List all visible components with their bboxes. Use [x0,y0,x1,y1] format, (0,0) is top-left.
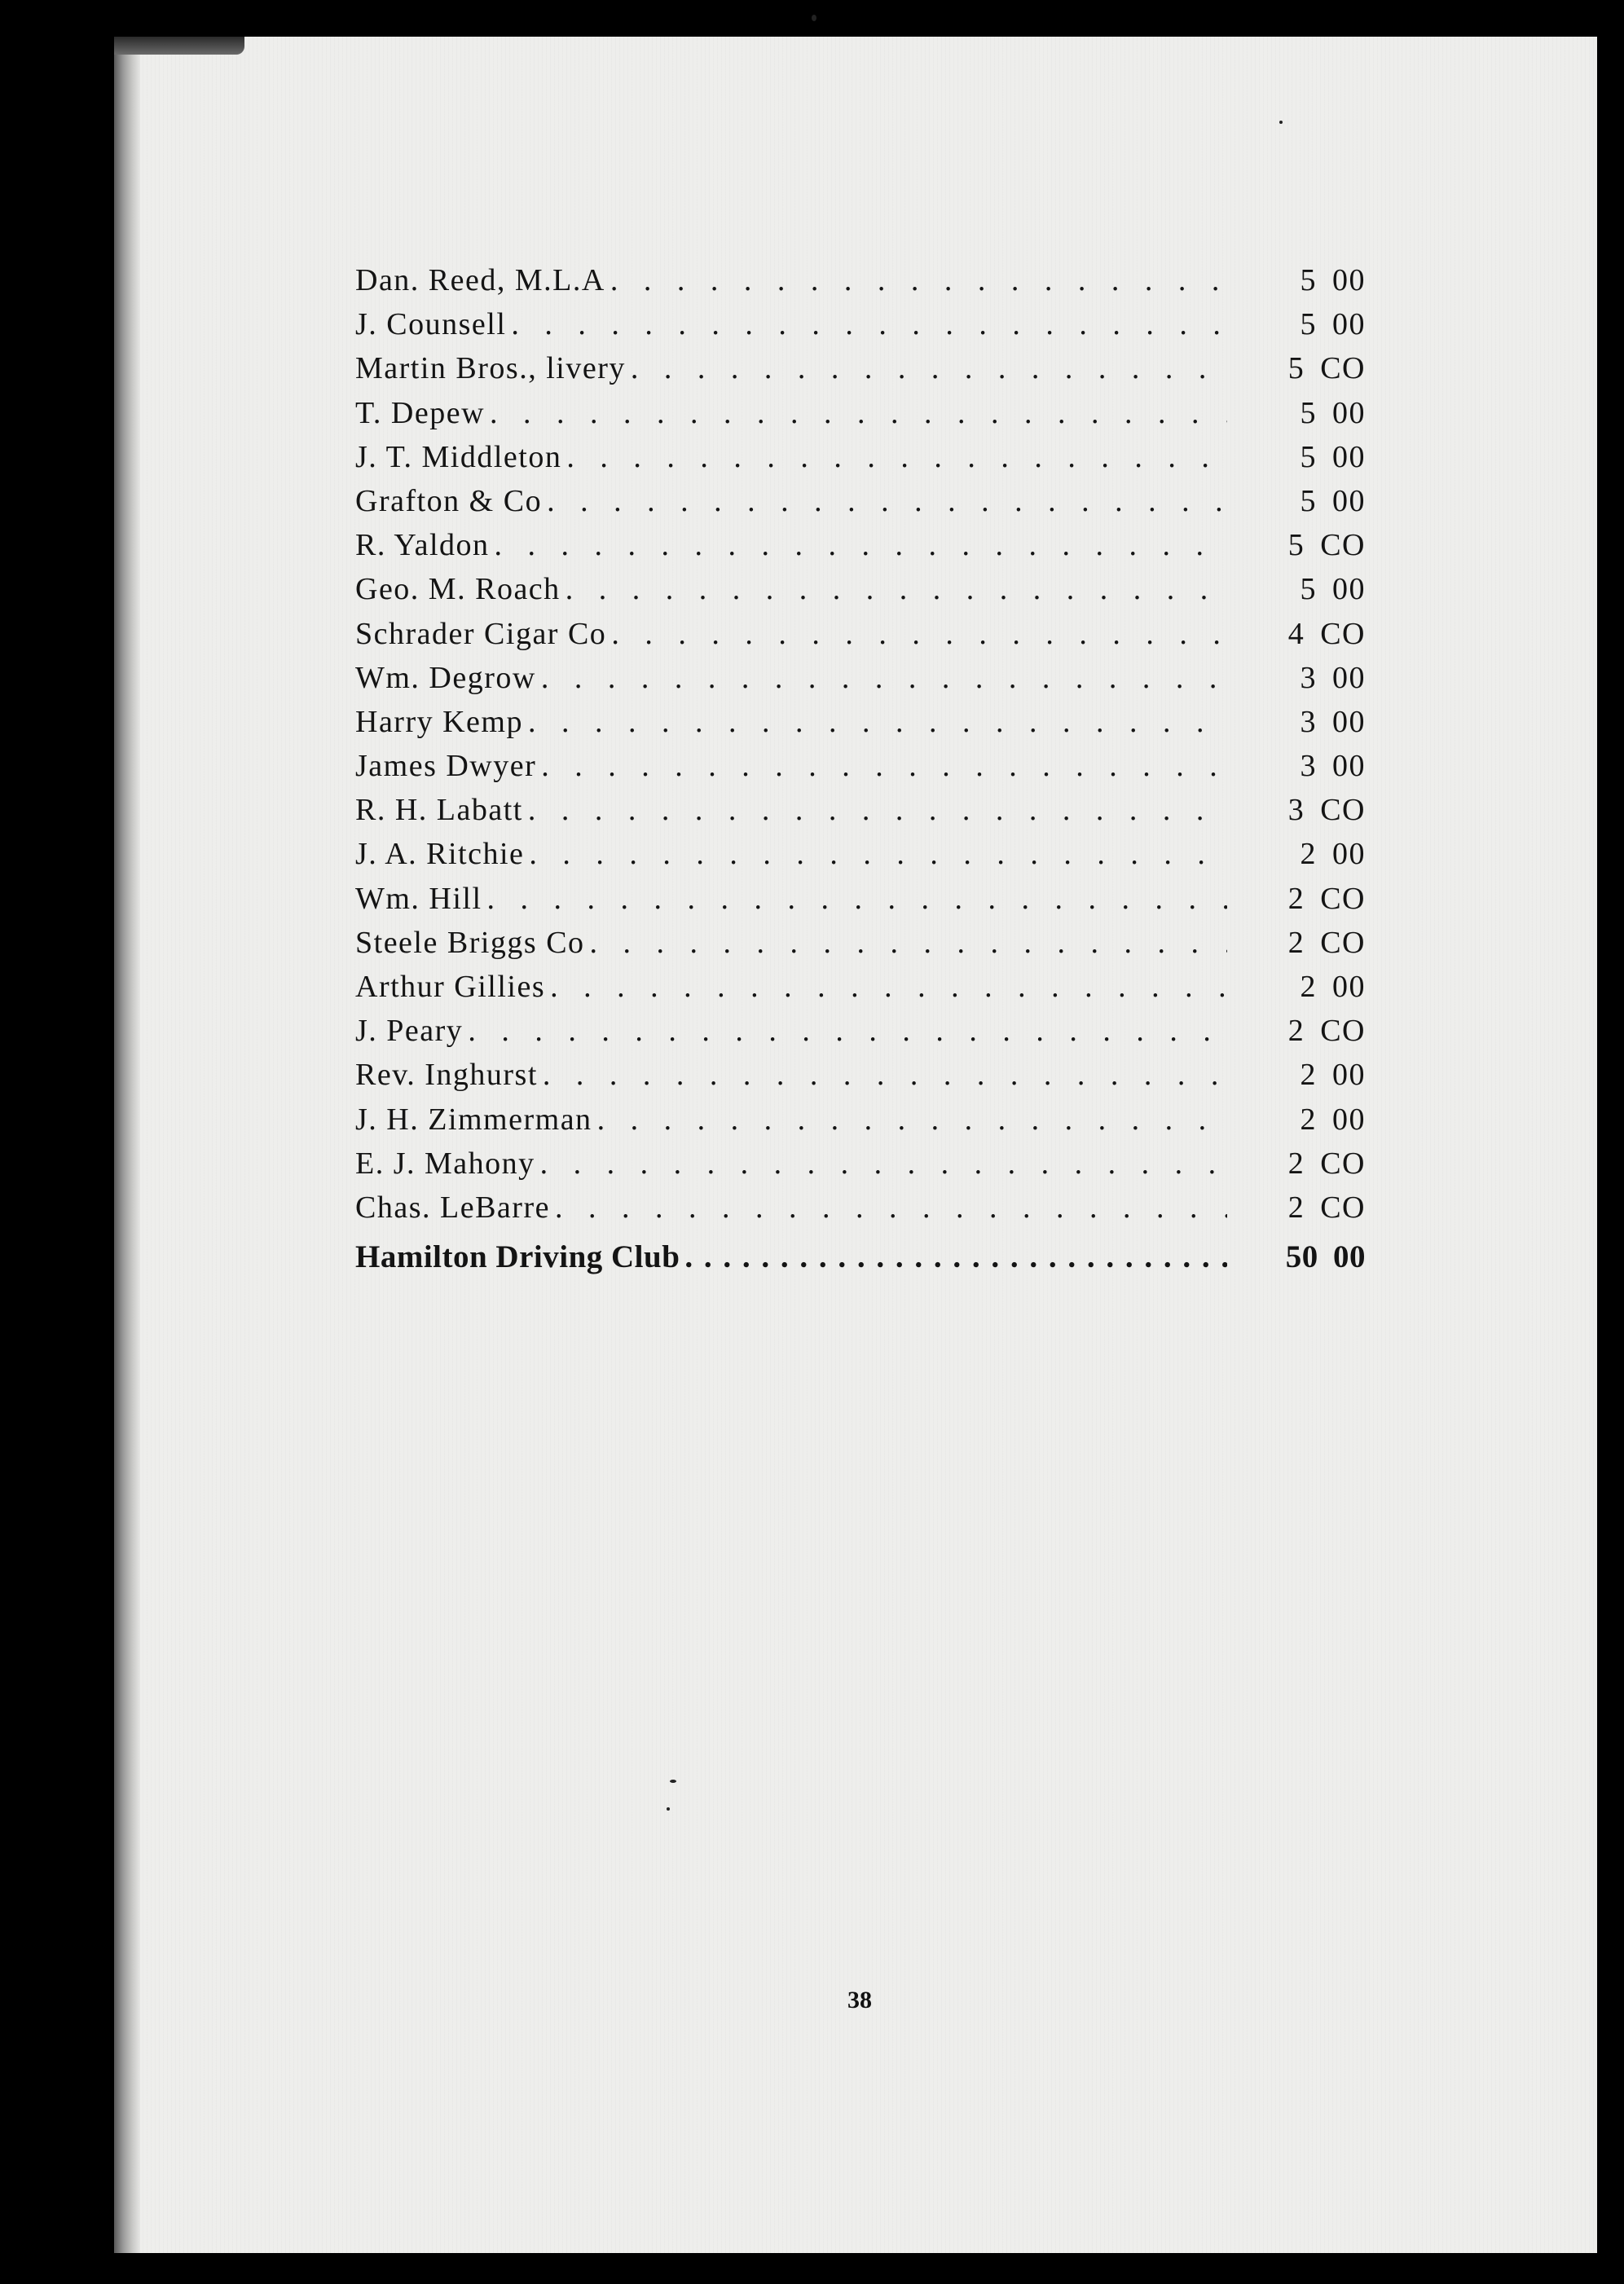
entry-amount: 2 CO [1287,1190,1366,1225]
entry-name: J. H. Zimmerman [355,1102,592,1137]
entry-name: Arthur Gillies [355,970,546,1004]
entry-name: Wm. Hill [355,881,482,916]
entry-name: Martin Bros., livery [355,351,626,386]
entry-amount: 3 CO [1287,793,1366,828]
page-number: 38 [847,1987,872,2013]
entry-amount: 50 00 [1285,1239,1366,1275]
entry-name: Dan. Reed, M.L.A [355,263,605,297]
entry-amount: 5 CO [1287,351,1366,386]
list-item [355,748,1366,792]
dot-leader [680,1239,1227,1275]
dot-leader [605,262,1227,298]
list-item [355,1057,1366,1101]
binding-edge [114,37,244,55]
dot-leader [542,483,1227,519]
dot-leader [561,439,1227,475]
entry-name: Grafton & Co [355,483,543,518]
dot-leader [536,660,1227,696]
entry-amount: 5 00 [1300,483,1366,518]
list-item [355,262,1366,306]
entry-amount: 2 00 [1300,970,1366,1004]
dot-leader [535,1146,1227,1182]
entry-name: T. Depew [355,395,486,430]
entry-amount: 5 00 [1300,395,1366,430]
entry-name: James Dwyer [355,749,537,784]
list-item [355,1146,1366,1190]
dot-leader [524,836,1227,872]
entry-amount: 5 00 [1300,263,1366,297]
entry-name: J. Counsell [355,307,507,342]
list-item [355,1013,1366,1057]
entry-name: Chas. LeBarre [355,1190,550,1225]
dust-speck [670,1780,676,1783]
entry-amount: 3 00 [1300,704,1366,739]
dot-leader [561,571,1227,607]
entry-name: Wm. Degrow [355,660,536,695]
list-item [355,350,1366,394]
dot-leader [585,925,1227,961]
total-entry [355,1239,1366,1283]
entry-amount: 3 00 [1300,749,1366,784]
dot-leader [626,350,1227,386]
list-item [355,395,1366,439]
entry-name: Harry Kemp [355,704,523,739]
list-item [355,881,1366,925]
entry-amount: 2 00 [1300,837,1366,872]
entry-name: J. Peary [355,1014,464,1049]
entry-name: R. H. Labatt [355,793,523,828]
list-item [355,306,1366,350]
dot-leader [592,1102,1227,1138]
entry-name: Schrader Cigar Co [355,616,607,651]
entry-amount: 2 CO [1287,1146,1366,1181]
dot-leader [536,748,1227,784]
entry-name: Rev. Inghurst [355,1058,538,1093]
entry-amount: 2 CO [1287,1014,1366,1049]
list-item [355,571,1366,615]
dot-leader [523,792,1227,828]
dot-leader [482,881,1227,917]
dot-leader [463,1013,1227,1049]
dust-speck [667,1807,670,1811]
entry-amount: 5 00 [1300,439,1366,474]
list-item [355,792,1366,836]
entry-amount: 2 CO [1287,881,1366,916]
dot-leader [538,1057,1227,1093]
list-item [355,660,1366,704]
list-item [355,439,1366,483]
dust-speck [1279,121,1283,124]
entry-amount: 2 00 [1300,1058,1366,1093]
dot-leader [506,306,1227,342]
dot-leader [550,1190,1227,1226]
entry-amount: 4 CO [1287,616,1366,651]
dot-leader [523,704,1227,740]
dot-leader [545,969,1227,1005]
entry-amount: 3 00 [1300,660,1366,695]
list-item [355,1190,1366,1234]
list-item [355,1102,1366,1146]
entry-amount: 2 CO [1287,925,1366,960]
entry-name: E. J. Mahony [355,1146,535,1181]
page-spine-shadow [114,37,140,2253]
list-item [355,527,1366,571]
entry-name: Hamilton Driving Club [355,1239,680,1275]
list-item [355,616,1366,660]
entry-amount: 2 00 [1300,1102,1366,1137]
dot-leader [485,395,1227,431]
list-item [355,925,1366,969]
dust-speck [812,15,816,21]
list-item [355,483,1366,527]
entry-amount: 5 00 [1300,572,1366,607]
entry-name: R. Yaldon [355,528,490,563]
entry-name: Geo. M. Roach [355,572,561,607]
entry-amount: 5 00 [1300,307,1366,342]
entry-name: J. T. Middleton [355,439,562,474]
list-item [355,704,1366,748]
dot-leader [606,616,1227,652]
entry-name: Steele Briggs Co [355,925,585,960]
subscription-list [355,262,1366,1283]
dot-leader [490,527,1228,563]
list-item [355,969,1366,1013]
list-item [355,836,1366,880]
entry-name: J. A. Ritchie [355,837,525,872]
entry-amount: 5 CO [1287,528,1366,563]
